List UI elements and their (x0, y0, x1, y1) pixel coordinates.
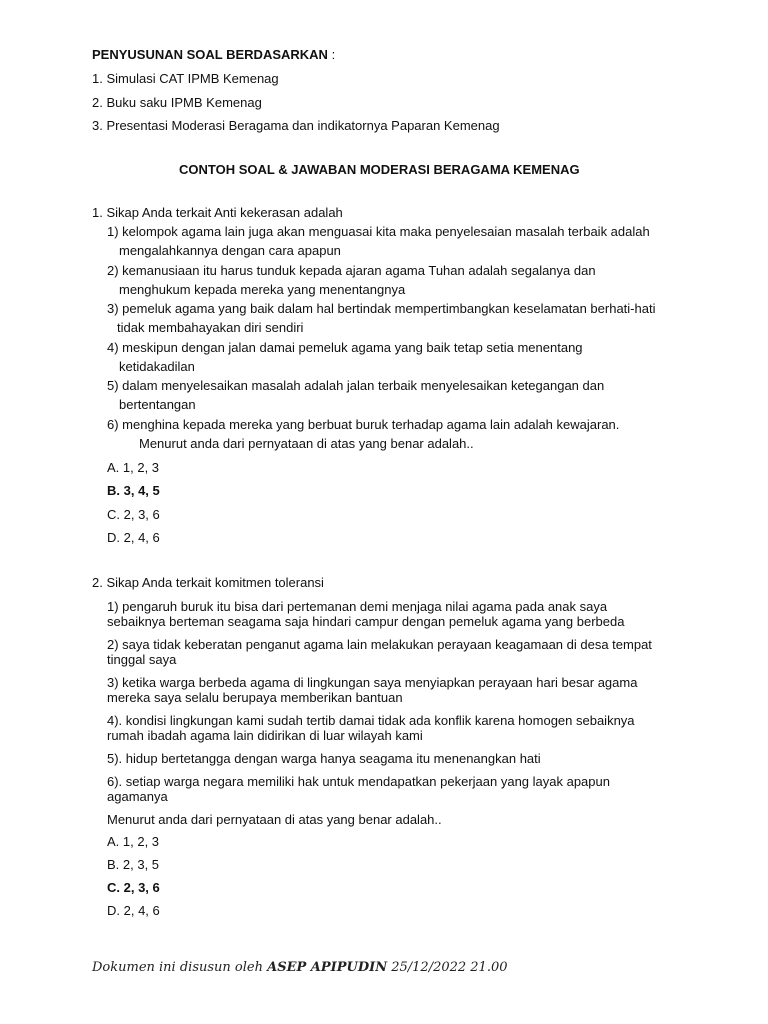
statement-line: tidak membahayakan diri sendiri (117, 320, 304, 335)
question-title: 1. Sikap Anda terkait Anti kekerasan adalah (92, 205, 343, 220)
statement-line: 5) dalam menyelesaikan masalah adalah jalan terbaik menyelesaikan ketegangan dan (107, 378, 605, 393)
answer-option: C. 2, 3, 6 (107, 507, 160, 522)
source-item: 2. Buku saku IPMB Kemenag (92, 95, 262, 110)
answer-option: D. 2, 4, 6 (107, 530, 160, 545)
source-item: 3. Presentasi Moderasi Beragama dan indikatornya Paparan Kemenag (92, 118, 500, 133)
footer-author: ASEP APIPUDIN (267, 960, 388, 975)
statement-line: mereka saya selalu berupaya memberikan bantuan (107, 690, 403, 705)
statement-line: 4). kondisi lingkungan kami sudah tertib damai tidak ada konflik karena homogen sebaiknya (107, 713, 635, 728)
statement-line: 5). hidup bertetangga dengan warga hanya seagama itu menenangkan hati (107, 751, 541, 766)
question-prompt: Menurut anda dari pernyataan di atas yang benar adalah.. (139, 436, 474, 451)
sources-heading (92, 47, 335, 63)
statement-line: ketidakadilan (119, 359, 195, 374)
statement-line: 2) kemanusiaan itu harus tunduk kepada ajaran agama Tuhan adalah segalanya dan (107, 263, 596, 278)
statement-line: mengalahkannya dengan cara apapun (119, 243, 341, 258)
statement-line: menghukum kepada mereka yang menentangnya (119, 282, 406, 297)
statement-line: sebaiknya berteman seagama saja hindari campur dengan pemeluk agama yang berbeda (107, 614, 625, 629)
footer-date: 25/12/2022 21.00 (387, 960, 508, 975)
statement-line: 1) pengaruh buruk itu bisa dari pertemanan demi menjaga nilai agama pada anak saya (107, 599, 608, 614)
statement-line: 3) pemeluk agama yang baik dalam hal bertindak mempertimbangkan keselamatan berhati-hati (107, 301, 656, 316)
statement-line: 6) menghina kepada mereka yang berbuat buruk terhadap agama lain adalah kewajaran. (107, 417, 620, 432)
question-title: 2. Sikap Anda terkait komitmen toleransi (92, 575, 324, 590)
footer-prefix: Dokumen ini disusun oleh (92, 960, 268, 975)
statement-line: agamanya (107, 789, 168, 804)
answer-option: A. 1, 2, 3 (107, 460, 160, 475)
statement-line: rumah ibadah agama lain didirikan di luar wilayah kami (107, 728, 423, 743)
answer-option-correct: B. 3, 4, 5 (107, 483, 160, 498)
section-title: CONTOH SOAL & JAWABAN MODERASI BERAGAMA KEMENAG (179, 162, 580, 177)
statement-line: 3) ketika warga berbeda agama di lingkungan saya menyiapkan perayaan hari besar agama (107, 675, 638, 690)
statement-line: 6). setiap warga negara memiliki hak untuk mendapatkan pekerjaan yang layak apapun (107, 774, 610, 789)
question-prompt: Menurut anda dari pernyataan di atas yang benar adalah.. (107, 812, 442, 827)
statement-line: 4) meskipun dengan jalan damai pemeluk agama yang baik tetap setia menentang (107, 340, 583, 355)
sources-heading-title: PENYUSUNAN SOAL BERDASARKAN (92, 47, 328, 62)
statement-line: tinggal saya (107, 652, 177, 667)
sources-heading-colon: : (327, 47, 336, 62)
statement-line: bertentangan (119, 397, 196, 412)
answer-option-correct: C. 2, 3, 6 (107, 880, 160, 895)
source-item: 1. Simulasi CAT IPMB Kemenag (92, 71, 279, 86)
statement-line: 2) saya tidak keberatan penganut agama lain melakukan perayaan keagamaan di desa tempat (107, 637, 652, 652)
answer-option: A. 1, 2, 3 (107, 834, 160, 849)
document-footer (92, 960, 508, 975)
statement-line: 1) kelompok agama lain juga akan menguasai kita maka penyelesaian masalah terbaik adalah (107, 224, 650, 239)
answer-option: B. 2, 3, 5 (107, 857, 160, 872)
answer-option: D. 2, 4, 6 (107, 903, 160, 918)
